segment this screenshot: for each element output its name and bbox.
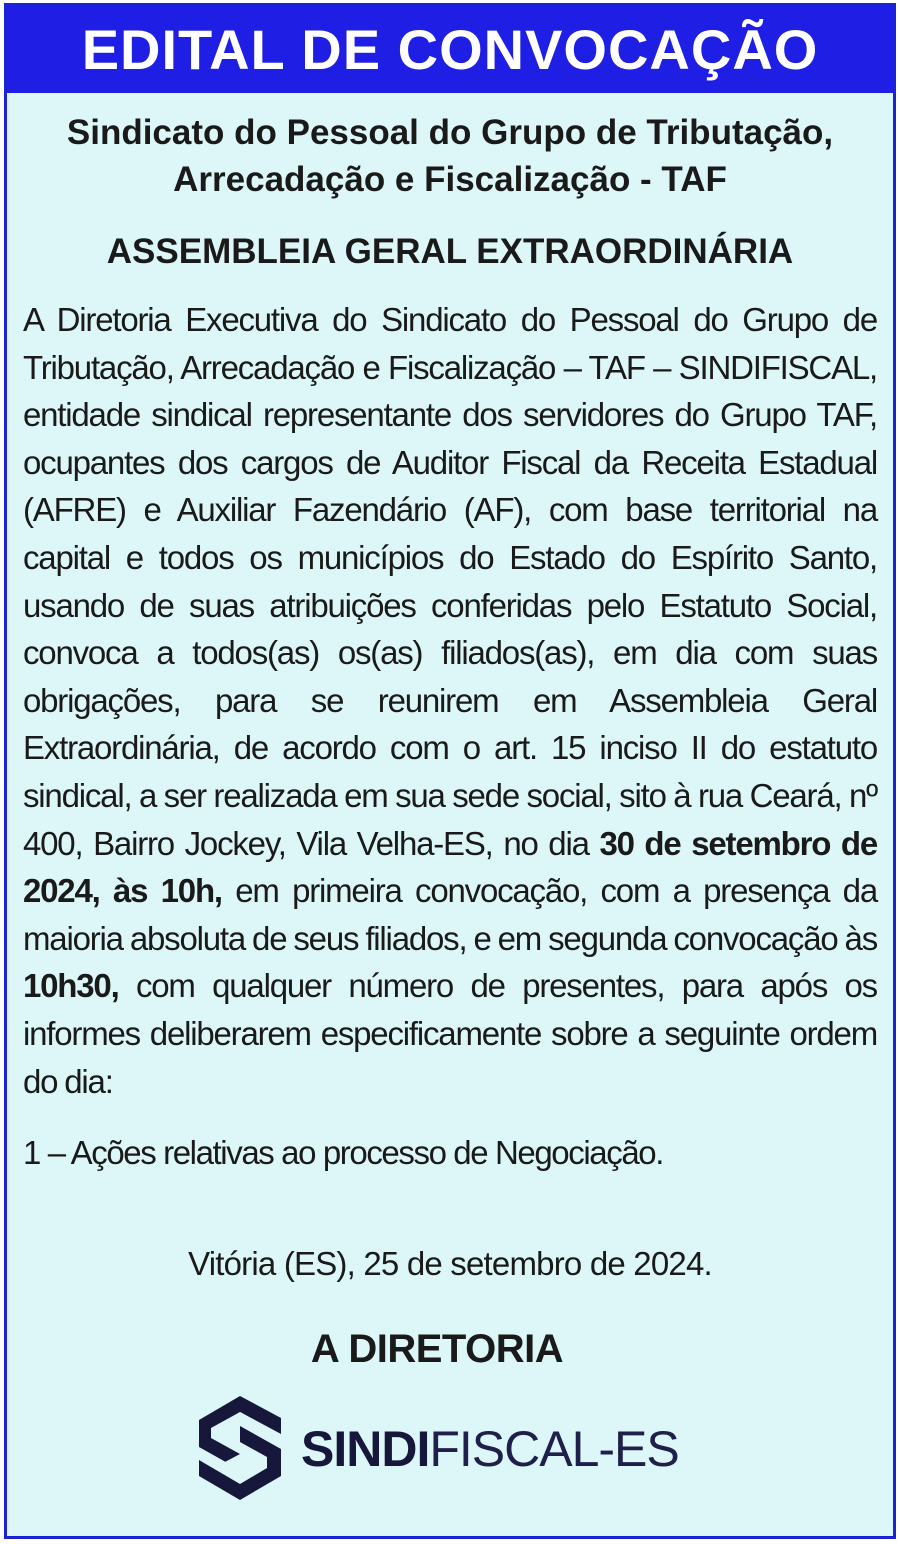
signature: A DIRETORIA	[310, 1327, 564, 1371]
place-and-date: Vitória (ES), 25 de setembro de 2024.	[188, 1245, 712, 1282]
title-banner	[7, 6, 893, 93]
logo-wordmark	[301, 1420, 679, 1478]
logo-wordmark-light: FISCAL-ES	[429, 1421, 679, 1477]
agenda-item: 1 – Ações relativas ao processo de Negociação.	[23, 1134, 664, 1171]
second-call-time: 10h30,	[23, 967, 119, 1005]
meeting-date: 30 de setembro de 2024, às 10h,	[23, 824, 877, 910]
organization-name-line-2: Arrecadação e Fiscalização - TAF	[173, 160, 727, 199]
notice-title: EDITAL DE CONVOCAÇÃO	[81, 17, 819, 81]
notice-body-part-1: A Diretoria Executiva do Sindicato do Pessoal do Grupo de Tributação, Arrecadação e Fiscalização – TAF – SINDIFISCAL, entidade sindical representante dos servidores do Grupo TAF, ocupantes dos cargos de Auditor Fiscal da Receita Estadual (AFRE) e Auxiliar Fazendário (AF), com base territorial na capital e todos os municípios do Estado do Espírito Santo, usando de suas atribuições conferidas pelo Estatuto Social, convoca a todos(as) os(as) filiados(as), em dia com suas obrigações, para se reunirem em Assembleia Geral Extraordinária, de acordo com o art. 15 inciso II do estatuto sindical, a ser realizada em sua sede social, sito à rua Ceará, nº 400, Bairro Jockey, Vila Velha-ES, no dia	[23, 301, 877, 862]
logo-wordmark-strong: SINDI	[301, 1421, 430, 1477]
notice-frame	[4, 3, 896, 1539]
notice-body-part-3: com qualquer número de presentes, para após os informes deliberarem especificamente sobre a seguinte ordem do dia:	[23, 967, 877, 1100]
sindifiscal-logo	[193, 1394, 693, 1504]
assembly-heading: ASSEMBLEIA GERAL EXTRAORDINÁRIA	[106, 232, 794, 271]
organization-name-line-1: Sindicato do Pessoal do Grupo de Tributação,	[66, 113, 834, 152]
organization-name	[7, 109, 893, 203]
notice-body	[23, 296, 877, 1105]
sindifiscal-s-logo-icon	[193, 1394, 288, 1502]
notice-body-part-2: em primeira convocação, com a presença da maioria absoluta de seus filiados, e em segunda convocação às	[23, 872, 877, 957]
